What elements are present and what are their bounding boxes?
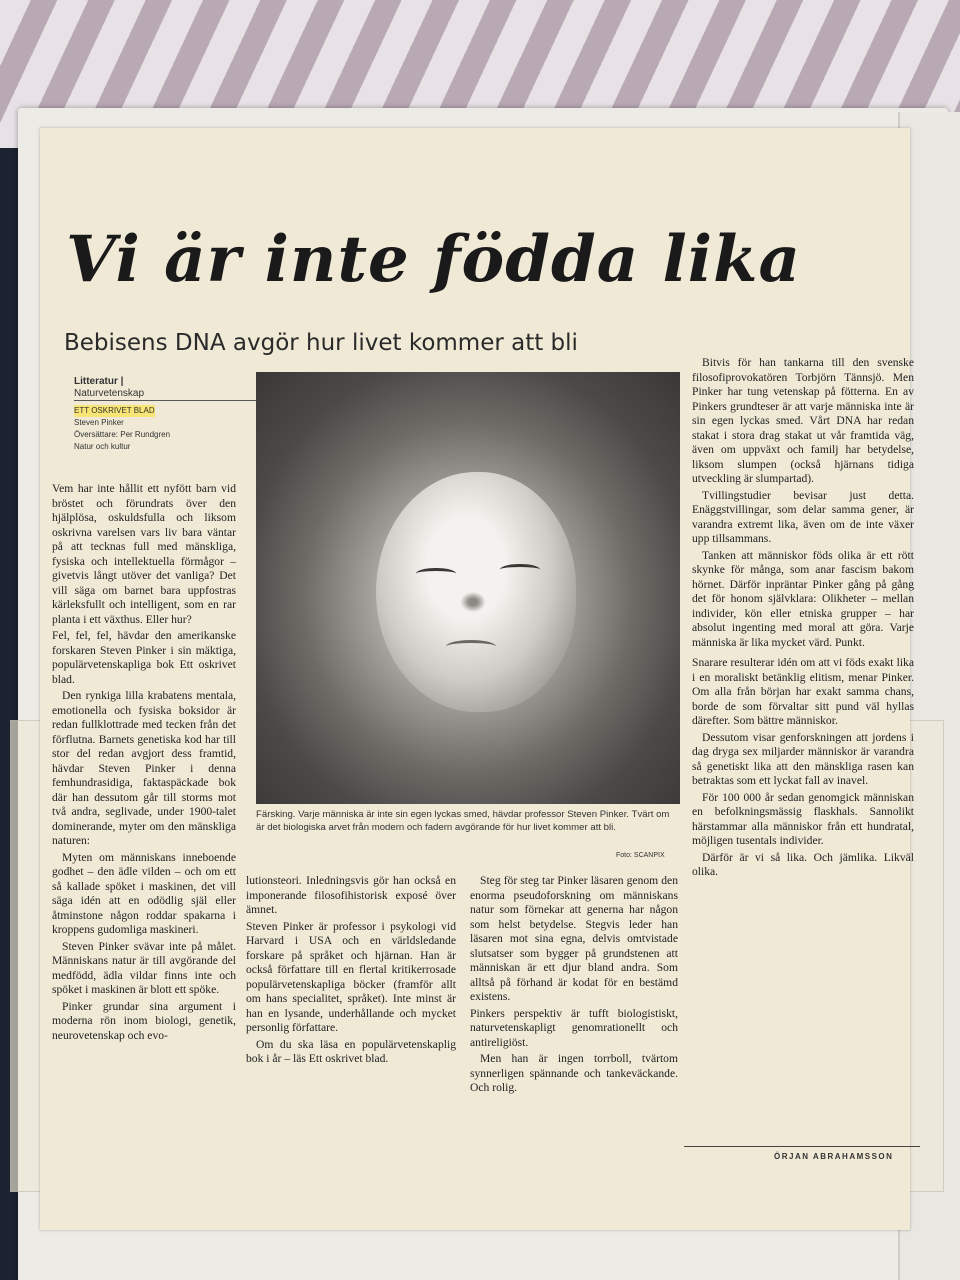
byline: ÖRJAN ABRAHAMSSON — [774, 1152, 894, 1161]
paragraph: Fel, fel, fel, hävdar den amerikanske forskaren Steven Pinker i sin mäktiga, populärvetenskapliga bok Ett oskrivet blad. — [52, 629, 236, 686]
book-title: ETT OSKRIVET BLAD — [74, 406, 155, 415]
section-label: Litteratur | — [74, 376, 124, 387]
article-subhead: Bebisens DNA avgör hur livet kommer att bli — [64, 330, 578, 356]
paragraph: Snarare resulterar idén om att vi föds exakt lika i en moraliskt betänklig elitism, menar Pinker. Om alla från början har exakt samma chans, borde de som förvaltar sitt pund väl hyllas därefter. Som bättre människor. — [692, 656, 914, 727]
byline-rule — [684, 1146, 920, 1147]
paragraph: Därför är vi så lika. Och jämlika. Likväl olika. — [692, 850, 914, 878]
article-headline: Vi är inte födda lika — [66, 222, 801, 297]
paragraph: Tvillingstudier bevisar just detta. Enäggstvillingar, som delar samma gener, är varandra extremt lika, även om de inte växer upp tillsammans. — [692, 488, 914, 545]
paragraph: Pinkers perspektiv är tufft biologistiskt, naturvetenskapligt genomrationellt och antireligiöst. — [470, 1006, 678, 1049]
translator: Översättare: Per Rundgren — [74, 430, 171, 439]
nose — [458, 590, 488, 614]
paragraph: Men han är ingen torrboll, tvärtom synnerligen spännande och tankeväckande. Och rolig. — [470, 1052, 678, 1094]
paragraph: Bitvis för han tankarna till den svenske filosofiprovokatören Torbjörn Tännsjö. Men Pinker har tung vetenskap på fötterna. En av Pinkers grundteser är att varje människa inte är sin egen lyckas smed. Vårt DNA har redan stakat i stora drag stakat ut vår framtida väg, även om uppväxt och familj har betydelse, liksom slumpen (också hjärnans tidiga utveckling är slumpartad). — [692, 356, 914, 485]
column-1 — [52, 482, 236, 1045]
paragraph: Steg för steg tar Pinker läsaren genom den enorma pseudoforskning om människans natur som förnekar att generna har någon som helst betydelse. Stegvis leder han läsaren mot sina egna, delvis omtvistade slutsatser som bygger på grundstenen att människan är ett djur bland andra. Som alltså på förhand är kodat för en bestämd existens. — [470, 874, 678, 1003]
paragraph: lutionsteori. Inledningsvis gör han också en imponerande filosofihistorisk exposé över ämnet. — [246, 874, 456, 916]
left-eye — [416, 568, 456, 579]
paragraph: Dessutom visar genforskningen att jordens i dag dryga sex miljarder människor är varandra så genetiskt lika att den mänskliga rasen kan betraktas som ett lyckat fall av inavel. — [692, 730, 914, 787]
column-4 — [692, 356, 914, 882]
paragraph: Tanken att människor föds olika är ett rött skynke för många, som anar fascism bakom hörnet. Därför inpräntar Pinker gång på gång det för honom självklara: Olikheter – mellan individer, kön eller etniska grupper – har absolut ingenting med moral att göra. Varje människa är lika mycket värd. Punkt. — [692, 548, 914, 649]
photo-caption: Färsking. Varje människa är inte sin egen lyckas smed, hävdar professor Steven Pinker. Tvärt om är det biologiska arvet från modern och fadern avgörande för hur livet kommer att bli. — [256, 809, 670, 833]
paragraph: Steven Pinker är professor i psykologi vid Harvard i USA och en världsledande forskare på språket och hjärnan. Han är också författare till en flertal kritikerrosade populärvetenskapliga böcker (framför allt om hans specialitet, språket). Inte minst är han en lysande, underhållande och mycket personlig författare. — [246, 919, 456, 1034]
paragraph: Vem har inte hållit ett nyfött barn vid bröstet och förundrats över den hjälplösa, oskuldsfulla och liksom oskrivna varelsen vars liv bara väntar på att tecknas full med mänskliga, fysiska och intellektuella förmågor – givetvis långt utöver det vanliga? Det vill säga om barnet bara uppfostras kärleksfullt och intelligent, som en rar planta i ett växthus. Eller hur? — [52, 482, 236, 626]
paragraph: Steven Pinker svävar inte på målet. Människans natur är till avgörande del medfödd, ädla vildar finns inte och spöket i maskinen är blott ett spöke. — [52, 939, 236, 996]
paragraph: Om du ska läsa en populärvetenskaplig bok i år – läs Ett oskrivet blad. — [246, 1037, 456, 1065]
subsection-label: Naturvetenskap — [74, 388, 274, 401]
paragraph: Pinker grundar sina argument i moderna rön inom biologi, genetik, neurovetenskap och evo- — [52, 999, 236, 1042]
book-author: Steven Pinker — [74, 418, 124, 427]
right-eye — [500, 564, 540, 575]
column-3 — [470, 874, 678, 1098]
paragraph: Den rynkiga lilla krabatens mentala, emotionella och fysiska boksidor är redan fullklottrade med tecken från det förflutna. Barnets genetiska kod har till stor del redan avgjort dess framtid, hävdar Steven Pinker i denna femhundrasidiga, faktaspäckade bok där han dessutom går till storms mot två andra, seglivade, under 1900-talet dominerande, myter om den mänskliga naturen: — [52, 689, 236, 847]
column-2 — [246, 874, 456, 1069]
baby-face — [376, 472, 576, 712]
paragraph: Myten om människans inneboende godhet – den ädle vilden – och om ett så kallade spöket i maskinen, det vill säga idén att en odödlig själ eller åtminstone någon roddar spakarna i kroppens gudomliga maskineri. — [52, 850, 236, 936]
baby-photo — [256, 372, 680, 804]
paragraph: För 100 000 år sedan genomgick människan en befolkningsmässig flaskhals. Sannolikt härstammar alla människor från ett hundratal, möjligen tusentals individer. — [692, 790, 914, 847]
book-info — [74, 376, 274, 453]
photo-credit: Foto: SCANPIX — [616, 852, 665, 859]
publisher: Natur och kultur — [74, 442, 131, 451]
mouth — [446, 640, 496, 653]
